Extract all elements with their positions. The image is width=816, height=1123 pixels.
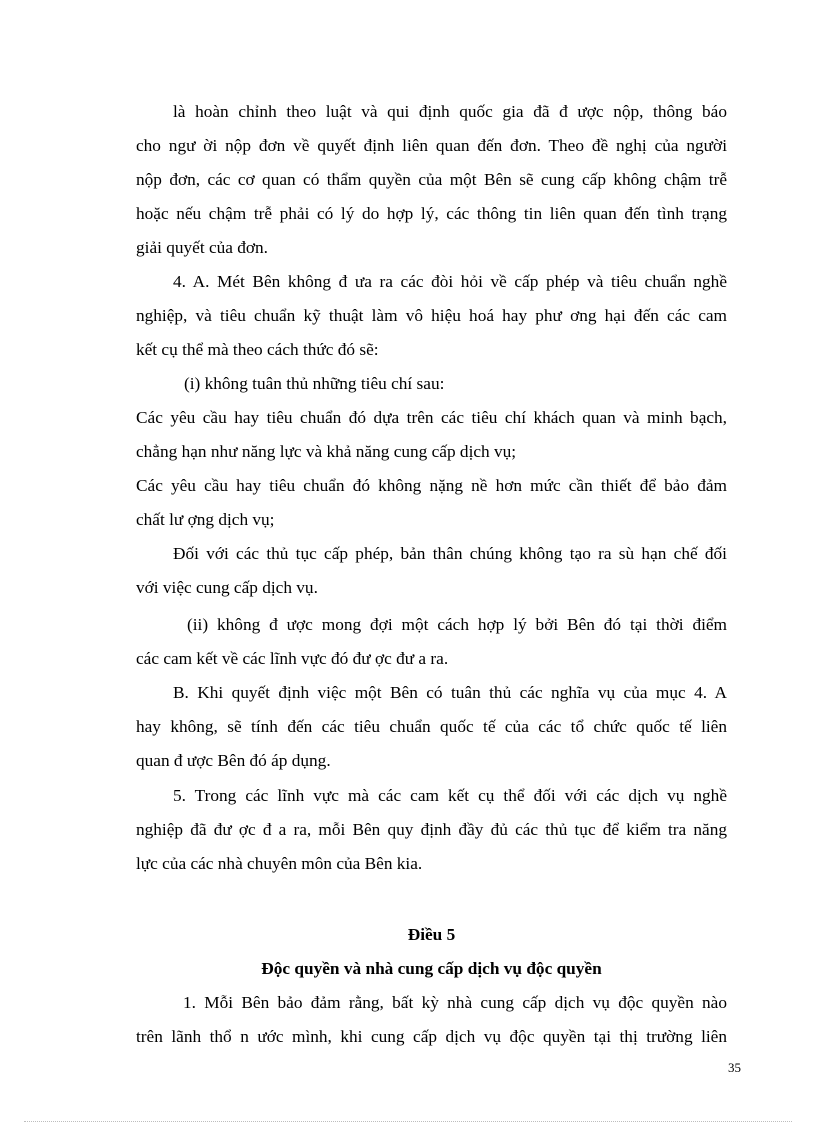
paragraph-line: Các yêu cầu hay tiêu chuẩn đó dựa trên các tiêu chí khách quan và minh bạch, — [136, 408, 727, 427]
paragraph-line: nghiệp, và tiêu chuẩn kỹ thuật làm vô hiệu hoá hay phư ơng hại đến các cam — [136, 306, 727, 325]
paragraph-line: hay không, sẽ tính đến các tiêu chuẩn quốc tế của các tổ chức quốc tế liên — [136, 717, 727, 736]
paragraph-line: nộp đơn, các cơ quan có thẩm quyền của một Bên sẽ cung cấp không chậm trễ — [136, 170, 727, 189]
footer-divider — [24, 1121, 792, 1122]
paragraph-line: nghiệp đã đư ợc đ a ra, mỗi Bên quy định đầy đủ các thủ tục để kiểm tra năng — [136, 820, 727, 839]
paragraph-line: chất lư ợng dịch vụ; — [136, 510, 275, 529]
paragraph-line: 1. Mỗi Bên bảo đảm rằng, bất kỳ nhà cung cấp dịch vụ độc quyền nào — [183, 993, 727, 1012]
paragraph-line: giải quyết của đơn. — [136, 238, 268, 257]
paragraph-line: hoặc nếu chậm trễ phải có lý do hợp lý, các thông tin liên quan đến tình trạng — [136, 204, 727, 223]
paragraph-line: trên lãnh thổ n ước mình, khi cung cấp dịch vụ độc quyền tại thị trường liên — [136, 1027, 727, 1046]
paragraph-line: quan đ ược Bên đó áp dụng. — [136, 751, 331, 770]
paragraph-line: 5. Trong các lĩnh vực mà các cam kết cụ thể đối với các dịch vụ nghề — [173, 786, 727, 805]
paragraph-line: các cam kết về các lĩnh vực đó đư ợc đư a ra. — [136, 649, 449, 668]
paragraph-line: chẳng hạn như năng lực và khả năng cung cấp dịch vụ; — [136, 442, 517, 461]
paragraph-line: Đối với các thủ tục cấp phép, bản thân chúng không tạo ra sù hạn chế đối — [173, 544, 727, 563]
paragraph-line: Các yêu cầu hay tiêu chuẩn đó không nặng nề hơn mức cần thiết để bảo đảm — [136, 476, 727, 495]
article-title: Độc quyền và nhà cung cấp dịch vụ độc quyền — [261, 959, 602, 978]
paragraph-line: là hoàn chỉnh theo luật và qui định quốc gia đã đ ược nộp, thông báo — [173, 102, 727, 121]
paragraph-line: kết cụ thể mà theo cách thức đó sẽ: — [136, 340, 379, 359]
paragraph-line: B. Khi quyết định việc một Bên có tuân thủ các nghĩa vụ của mục 4. A — [173, 683, 727, 702]
paragraph-line: 4. A. Mét Bên không đ ưa ra các đòi hỏi về cấp phép và tiêu chuẩn nghề — [173, 272, 727, 291]
list-item-heading: (i) không tuân thủ những tiêu chí sau: — [184, 374, 445, 393]
list-item-heading: (ii) không đ ược mong đợi một cách hợp lý bởi Bên đó tại thời điểm — [187, 615, 727, 634]
paragraph-line: với việc cung cấp dịch vụ. — [136, 578, 318, 597]
paragraph-line: lực của các nhà chuyên môn của Bên kia. — [136, 854, 423, 873]
page-number: 35 — [728, 1060, 741, 1075]
article-heading: Điều 5 — [407, 925, 456, 944]
paragraph-line: cho ngư ời nộp đơn về quyết định liên quan đến đơn. Theo đề nghị của người — [136, 136, 727, 155]
